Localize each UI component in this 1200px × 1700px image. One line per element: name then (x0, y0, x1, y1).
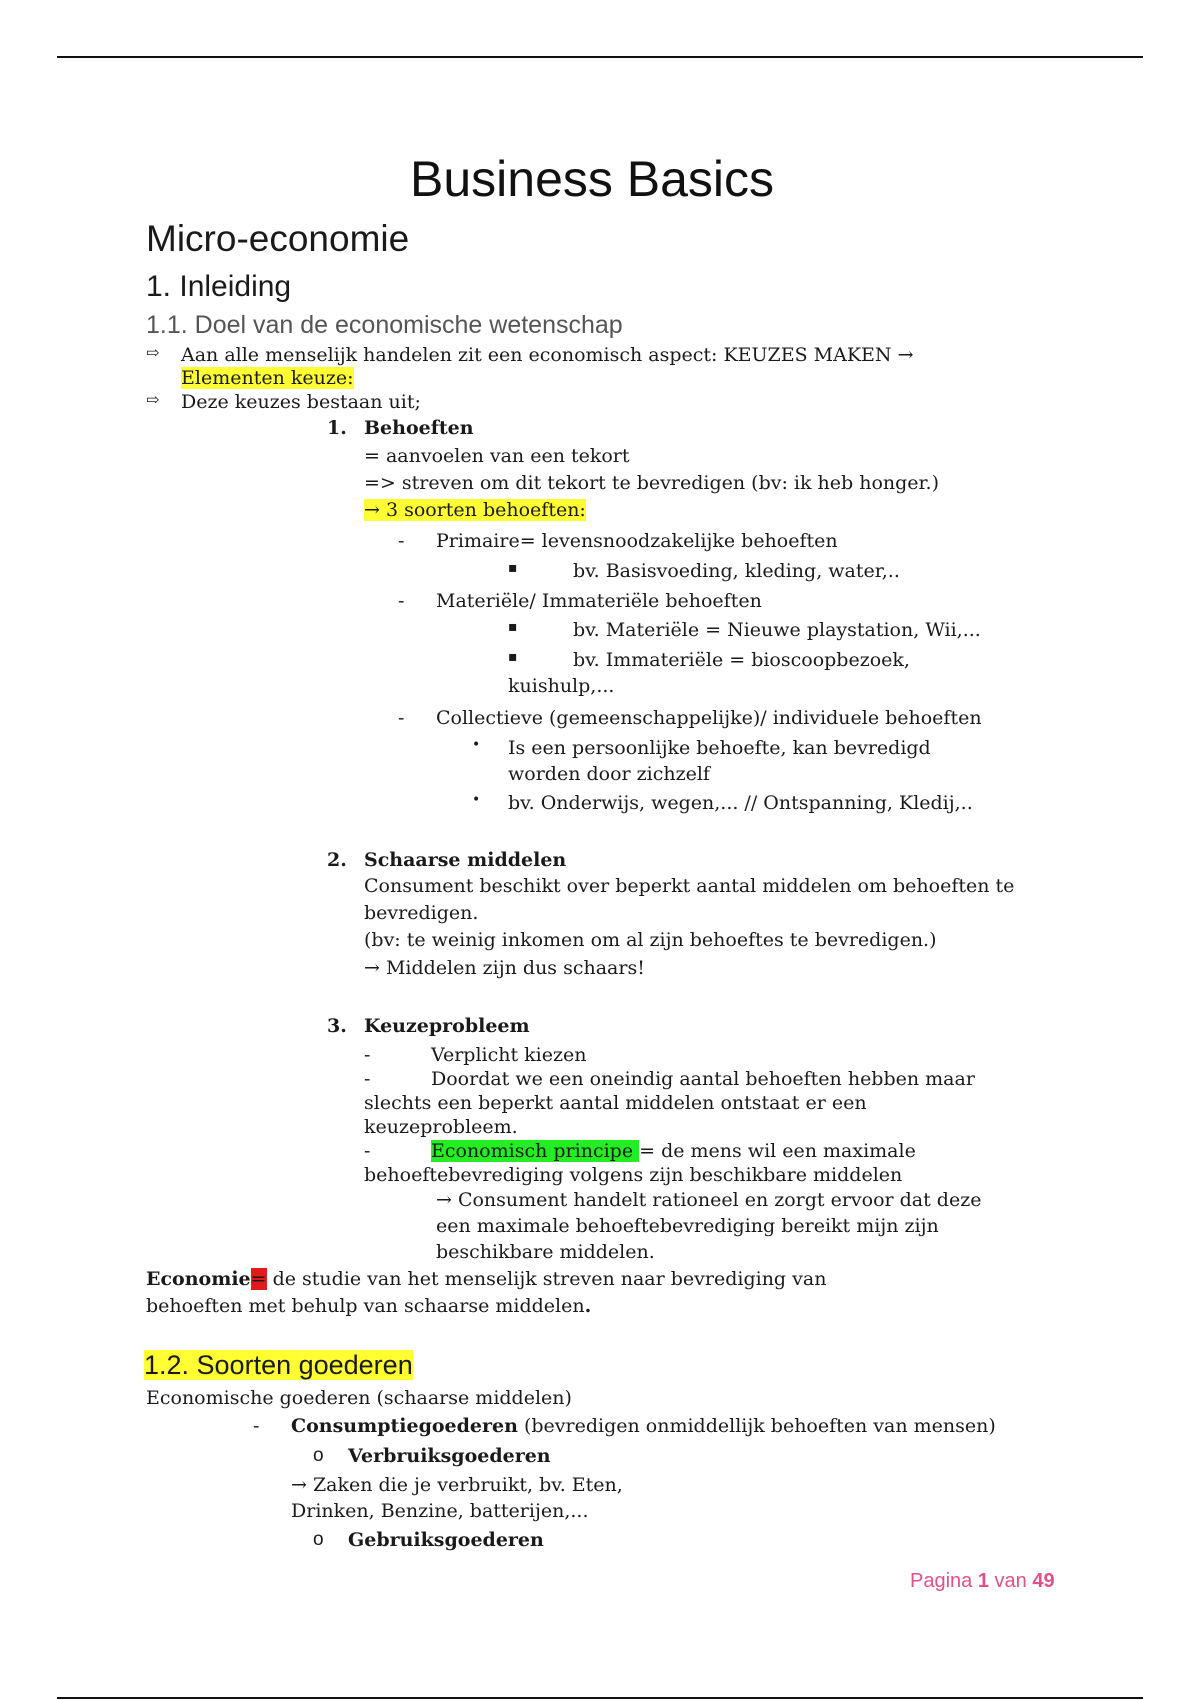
verbruik-line-1: → Zaken die je verbruikt, bv. Eten, (291, 1474, 623, 1496)
list-number-1: 1. (327, 417, 347, 439)
consumptie-line: Consumptiegoederen (bevredigen onmiddellijk behoeften van mensen) (291, 1415, 996, 1437)
dash-bullet: - (398, 707, 405, 729)
list-number-2: 2. (327, 849, 347, 871)
example-materiele: bv. Materiële = Nieuwe playstation, Wii,... (573, 619, 981, 641)
circle-bullet: o (313, 1445, 324, 1466)
behoeften-line-2: => streven om dit tekort te bevredigen (bv: ik heb honger.) (364, 472, 939, 494)
example-collectieve-2: bv. Onderwijs, wegen,... // Ontspanning, Kledij,.. (508, 792, 973, 814)
arrow-item-1-line1: Aan alle menselijk handelen zit een economisch aspect: KEUZES MAKEN → (181, 344, 914, 366)
example-immateriele-wrap: kuishulp,... (508, 675, 615, 697)
keuze-conclusion-1: → Consument handelt rationeel en zorgt ervoor dat deze (436, 1189, 982, 1211)
chapter-heading: Micro-economie (146, 218, 410, 259)
schaarse-line-4: → Middelen zijn dus schaars! (364, 957, 645, 979)
dash-bullet: - (364, 1140, 371, 1162)
arrow-bullet-icon: ⇨ (146, 390, 160, 409)
dash-bullet: - (364, 1044, 371, 1066)
dash-bullet: - (253, 1415, 260, 1437)
highlight-soorten-goederen: 1.2. Soorten goederen (144, 1350, 413, 1380)
keuze-conclusion-2: een maximale behoeftebevrediging bereikt mijn zijn (436, 1215, 939, 1237)
section-heading: 1. Inleiding (146, 270, 292, 303)
behoeften-line-1: = aanvoelen van een tekort (364, 445, 630, 467)
example-collectieve-1-wrap: worden door zichzelf (508, 763, 710, 785)
example-primaire: bv. Basisvoeding, kleding, water,.. (573, 560, 900, 582)
dash-bullet: - (398, 590, 405, 612)
list-number-3: 3. (327, 1015, 347, 1037)
example-immateriele: bv. Immateriële = bioscoopbezoek, (573, 649, 910, 671)
verbruik-title: Verbruiksgoederen (348, 1445, 551, 1467)
schaarse-line-2: bevredigen. (364, 902, 479, 924)
keuze-title: Keuzeprobleem (364, 1015, 530, 1037)
goederen-intro: Economische goederen (schaarse middelen) (146, 1387, 572, 1409)
arrow-item-2: Deze keuzes bestaan uit; (181, 391, 421, 413)
verbruik-line-2: Drinken, Benzine, batterijen,... (291, 1500, 589, 1522)
keuze-item-1: Verplicht kiezen (431, 1044, 587, 1066)
square-bullet: ▪ (508, 649, 518, 665)
top-rule (57, 56, 1143, 58)
document-title: Business Basics (410, 151, 775, 207)
dash-bullet: - (398, 530, 405, 552)
keuze-conclusion-3: beschikbare middelen. (436, 1241, 655, 1263)
dash-bullet: - (364, 1068, 371, 1090)
consumptie-title: Consumptiegoederen (291, 1415, 518, 1437)
arrow-item-1-line2 (181, 366, 354, 391)
schaarse-line-3: (bv: te weinig inkomen om al zijn behoeftes te bevredigen.) (364, 929, 937, 951)
type-primaire: Primaire= levensnoodzakelijke behoeften (436, 530, 838, 552)
highlight-economisch-principe: Economisch principe (431, 1140, 640, 1162)
gebruik-title: Gebruiksgoederen (348, 1529, 544, 1551)
keuze-item-2c: keuzeprobleem. (364, 1116, 518, 1138)
keuze-item-2a: Doordat we een oneindig aantal behoeften hebben maar (431, 1068, 975, 1090)
round-bullet: • (472, 737, 481, 753)
square-bullet: ▪ (508, 560, 518, 576)
keuze-item-2b: slechts een beperkt aantal middelen ontstaat er een (364, 1092, 867, 1114)
example-collectieve-1: Is een persoonlijke behoefte, kan bevredigd (508, 737, 931, 759)
square-bullet: ▪ (508, 619, 518, 635)
type-collectieve: Collectieve (gemeenschappelijke)/ individuele behoeften (436, 707, 982, 729)
arrow-bullet-icon: ⇨ (146, 343, 160, 362)
highlight-elementen-keuze: Elementen keuze: (181, 367, 354, 389)
behoeften-soorten (364, 498, 586, 523)
keuze-item-3a: Economisch principe = de mens wil een maximale (431, 1140, 916, 1162)
definition-line-2: behoeften met behulp van schaarse middelen. (146, 1295, 592, 1317)
definition-line-1: Economie= de studie van het menselijk streven naar bevrediging van (146, 1268, 827, 1290)
type-materiele: Materiële/ Immateriële behoeften (436, 590, 762, 612)
behoeften-title: Behoeften (364, 417, 474, 439)
subsection-heading: 1.1. Doel van de economische wetenschap (146, 311, 623, 339)
keuze-item-3b: behoeftebevrediging volgens zijn beschikbare middelen (364, 1164, 903, 1186)
definition-marker: = (250, 1268, 267, 1290)
circle-bullet: o (313, 1529, 324, 1550)
schaarse-title: Schaarse middelen (364, 849, 567, 871)
definition-term: Economie (146, 1268, 251, 1290)
bottom-rule (57, 1697, 1143, 1699)
page-footer: Pagina 1 van 49 (910, 1570, 1055, 1592)
subsection-2-heading (144, 1350, 413, 1381)
round-bullet: • (472, 792, 481, 808)
schaarse-line-1: Consument beschikt over beperkt aantal middelen om behoeften te (364, 875, 1015, 897)
highlight-soorten: → 3 soorten behoeften: (364, 499, 586, 521)
